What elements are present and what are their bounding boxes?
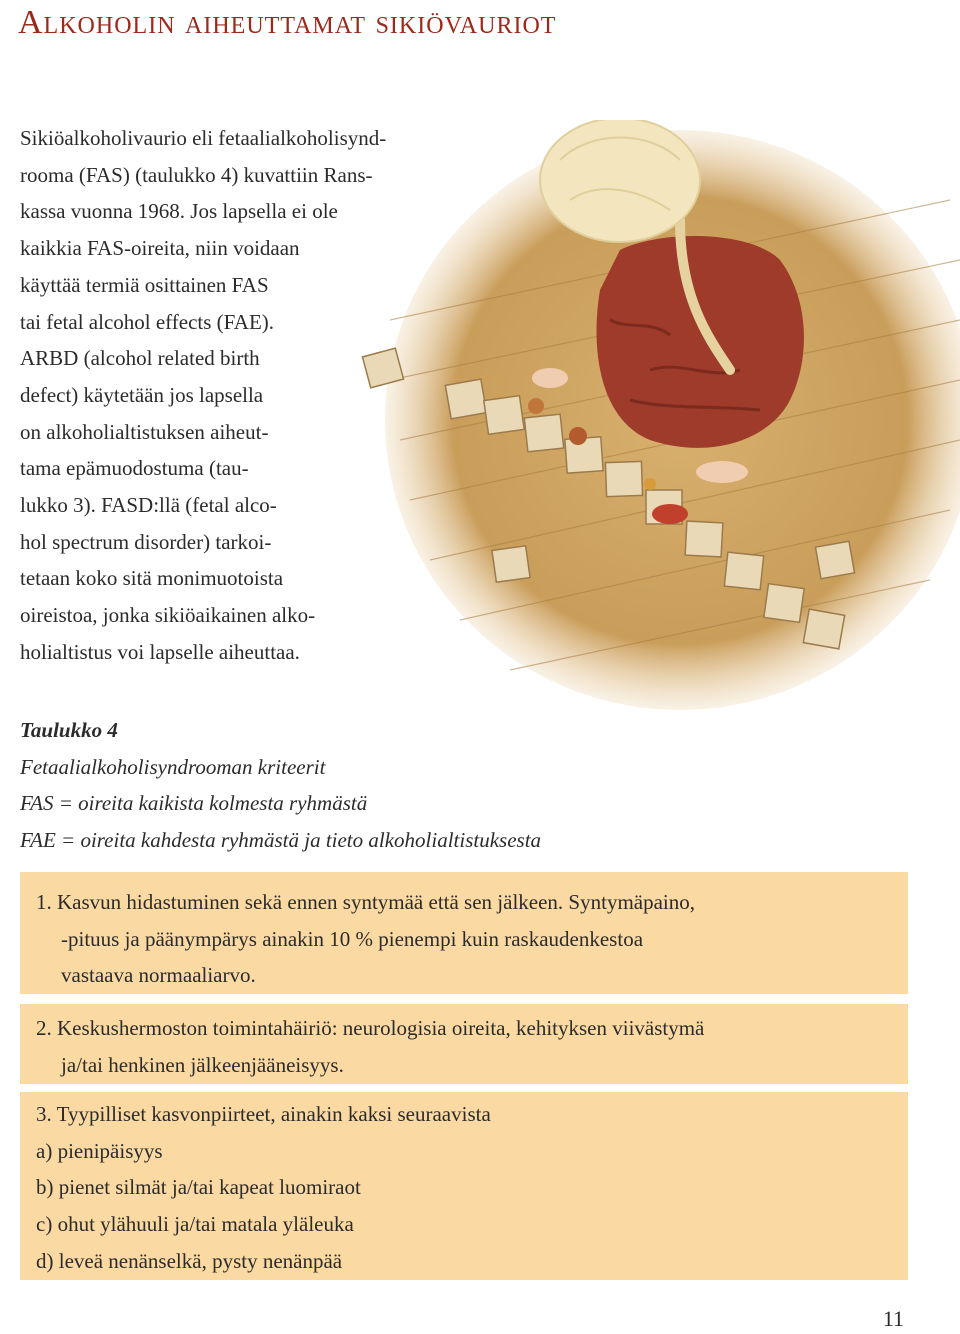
intro-line: lukko 3). FASD:llä (fetal alco-	[20, 493, 277, 518]
criteria-box-facial	[20, 1092, 908, 1280]
criteria-line: ja/tai henkinen jälkeenjääneisyys.	[61, 1052, 344, 1077]
intro-line: käyttää termiä osittainen FAS	[20, 272, 269, 297]
criteria-line: c) ohut ylähuuli ja/tai matala yläleuka	[36, 1212, 354, 1237]
criteria-box-growth	[20, 872, 908, 994]
intro-line: holialtistus voi lapselle aiheuttaa.	[20, 639, 300, 664]
intro-line: rooma (FAS) (taulukko 4) kuvattiin Rans-	[20, 162, 373, 187]
intro-line: tama epämuodostuma (tau-	[20, 456, 249, 481]
intro-line: on alkoholialtistuksen aiheut-	[20, 419, 269, 444]
intro-line: oireistoa, jonka sikiöaikainen alko-	[20, 603, 316, 628]
child-playing-blocks-illustration	[350, 120, 960, 710]
intro-line: defect) käytetään jos lapsella	[20, 382, 264, 407]
intro-line: Sikiöalkoholivaurio eli fetaalialkoholisynd-	[20, 126, 387, 150]
intro-line: tetaan koko sitä monimuotoista	[20, 566, 284, 591]
criteria-line: -pituus ja päänympärys ainakin 10 % pienempi kuin raskaudenkestoa	[61, 926, 644, 951]
criteria-line: 1. Kasvun hidastuminen sekä ennen syntymää että sen jälkeen. Syntymäpaino,	[36, 890, 696, 914]
intro-line: kassa vuonna 1968. Jos lapsella ei ole	[20, 199, 338, 224]
fas-definition: FAS = oireita kaikista kolmesta ryhmästä	[20, 791, 368, 816]
criteria-line: d) leveä nenänselkä, pysty nenänpää	[36, 1248, 343, 1273]
table-caption	[20, 712, 541, 859]
criteria-line: b) pienet silmät ja/tai kapeat luomiraot	[36, 1175, 361, 1200]
page-title: Alkoholin aiheuttamat sikiövauriot	[18, 4, 557, 41]
intro-paragraph	[20, 120, 387, 671]
intro-line: tai fetal alcohol effects (FAE).	[20, 309, 275, 334]
fae-definition: FAE = oireita kahdesta ryhmästä ja tieto alkoholialtistuksesta	[20, 828, 542, 853]
intro-line: ARBD (alcohol related birth	[20, 346, 260, 371]
table-subtitle: Fetaalialkoholisyndrooman kriteerit	[20, 754, 326, 779]
criteria-line: vastaava normaaliarvo.	[61, 963, 256, 988]
table-label: Taulukko 4	[20, 718, 118, 742]
criteria-box-cns	[20, 1004, 908, 1084]
page-number: 11	[882, 1306, 904, 1331]
criteria-line: 3. Tyypilliset kasvonpiirteet, ainakin kaksi seuraavista	[36, 1102, 491, 1126]
intro-line: kaikkia FAS-oireita, niin voidaan	[20, 236, 300, 261]
criteria-line: a) pienipäisyys	[36, 1138, 163, 1163]
criteria-line: 2. Keskushermoston toimintahäiriö: neurologisia oireita, kehityksen viivästymä	[36, 1016, 705, 1040]
intro-line: hol spectrum disorder) tarkoi-	[20, 529, 272, 554]
